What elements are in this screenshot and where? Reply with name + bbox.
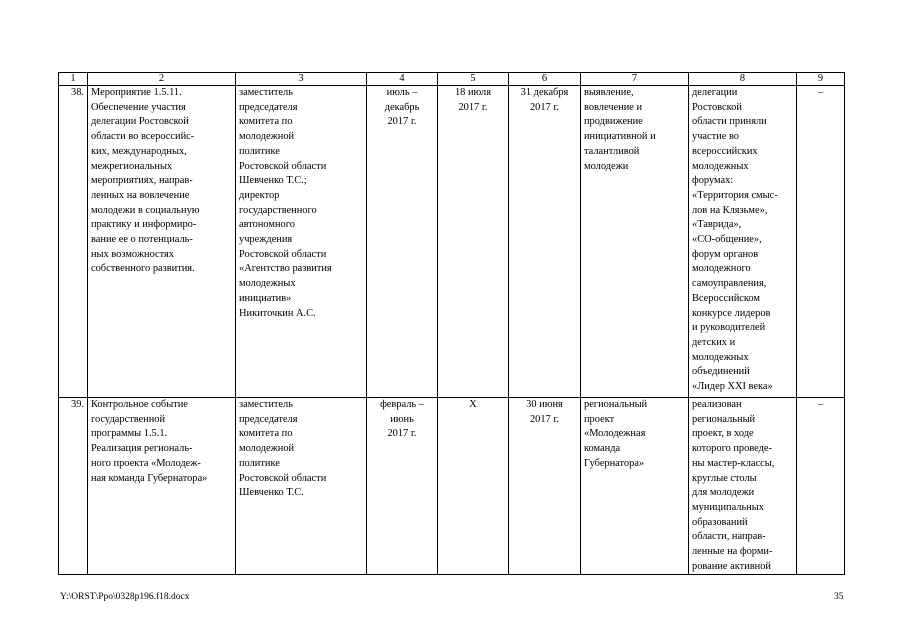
plan-period-cell: июль – декабрь 2017 г. bbox=[367, 86, 438, 398]
page-number: 35 bbox=[834, 592, 844, 602]
column-number-header: 6 bbox=[509, 73, 581, 86]
row-number: 39. bbox=[59, 398, 88, 575]
start-date-cell: 18 июля 2017 г. bbox=[438, 86, 509, 398]
actual-result-cell: делегации Ростовской области приняли участие во всероссийских молодежных форумах: «Территория смыс- лов на Клязьме», «Таврида», «СО-общение», форум органов молодежного самоуправления, Всероссийском конкурсе лидеров и руководителей детских и молодежных объединений «Лидер XXI века» bbox=[689, 86, 797, 398]
footer-file-path: Y:\ORST\Ppo\0328p196.f18.docx bbox=[60, 592, 190, 602]
table-row bbox=[59, 86, 845, 398]
expected-result-cell: выявление, вовлечение и продвижение инициативной и талантливой молодежи bbox=[581, 86, 689, 398]
executor-cell: заместитель председателя комитета по молодежной политике Ростовской области Шевченко Т.С. bbox=[236, 398, 367, 575]
event-name-cell: Контрольное событие государственной программы 1.5.1. Реализация региональ- ного проекта «Молодеж- ная команда Губернатора» bbox=[88, 398, 236, 575]
executor-cell: заместитель председателя комитета по молодежной политике Ростовской области Шевченко Т.С.; директор государственного автономного учреждения Ростовской области «Агентство развития молодежных инициатив» Никиточкин А.С. bbox=[236, 86, 367, 398]
column-number-header: 8 bbox=[689, 73, 797, 86]
column-number-header: 5 bbox=[438, 73, 509, 86]
plan-period-cell: февраль – июнь 2017 г. bbox=[367, 398, 438, 575]
column-number-header: 4 bbox=[367, 73, 438, 86]
document-table bbox=[58, 72, 845, 575]
column-number-header: 2 bbox=[88, 73, 236, 86]
event-name-cell: Мероприятие 1.5.11. Обеспечение участия делегации Ростовской области во всероссийс- ких, международных, межрегиональных мероприятиях, направ- ленных на вовлечение молодежи в социальную практику и информиро- вание ее о потенциаль- ных возможностях собственного развития. bbox=[88, 86, 236, 398]
end-date-cell: 30 июня 2017 г. bbox=[509, 398, 581, 575]
row-number: 38. bbox=[59, 86, 88, 398]
table-row bbox=[59, 398, 845, 575]
actual-result-cell: реализован региональный проект, в ходе которого проведе- ны мастер-классы, круглые столы для молодежи муниципальных образований области, направ- ленные на форми- рование активной bbox=[689, 398, 797, 575]
note-cell: – bbox=[797, 86, 845, 398]
note-cell: – bbox=[797, 398, 845, 575]
column-number-header: 3 bbox=[236, 73, 367, 86]
start-date-cell: X bbox=[438, 398, 509, 575]
column-number-header: 9 bbox=[797, 73, 845, 86]
expected-result-cell: региональный проект «Молодежная команда Губернатора» bbox=[581, 398, 689, 575]
column-number-row bbox=[59, 73, 845, 86]
end-date-cell: 31 декабря 2017 г. bbox=[509, 86, 581, 398]
column-number-header: 1 bbox=[59, 73, 88, 86]
column-number-header: 7 bbox=[581, 73, 689, 86]
